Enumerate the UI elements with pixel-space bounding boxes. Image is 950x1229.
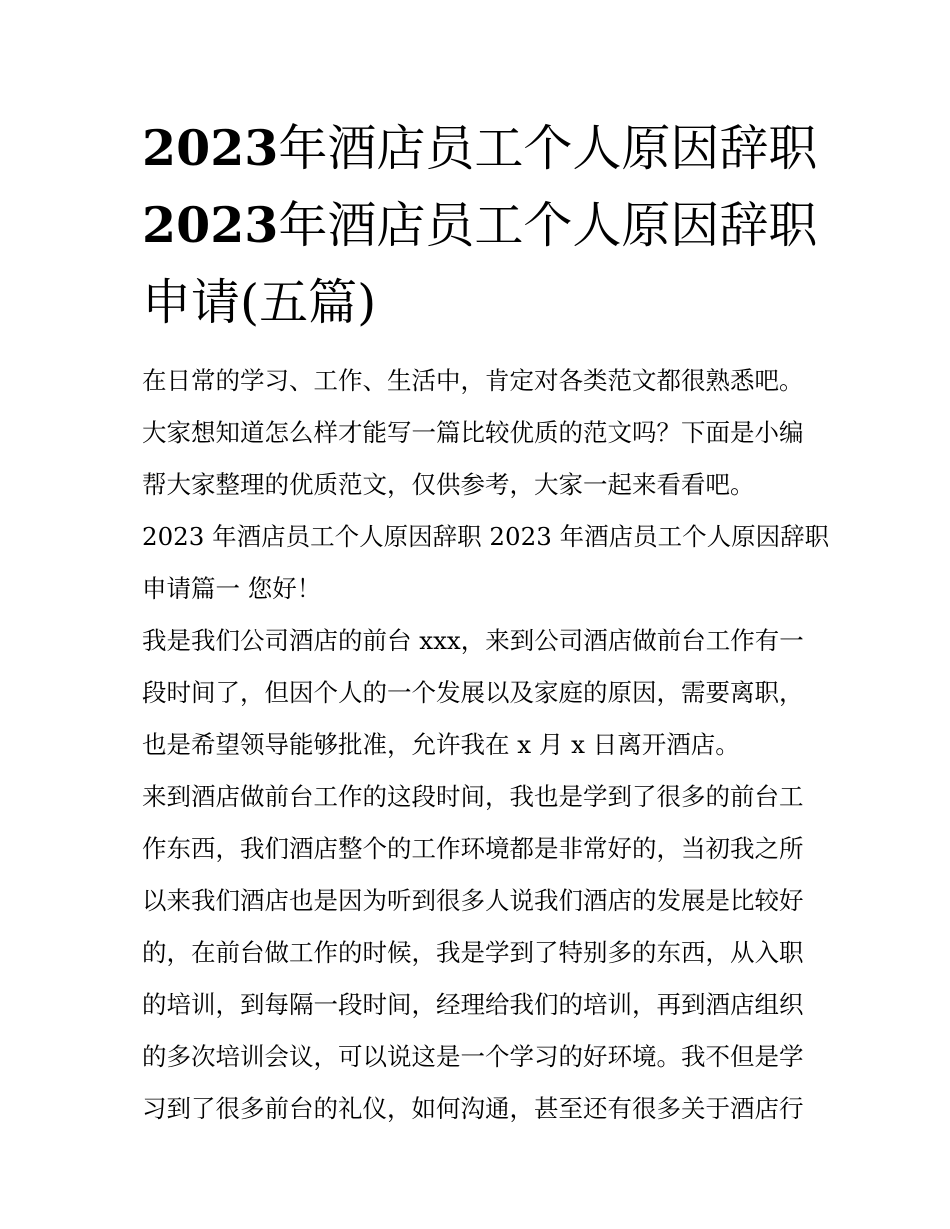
body-line: 作东西，我们酒店整个的工作环境都是非常好的，当初我之所 bbox=[142, 834, 804, 863]
title-year: 2023 bbox=[142, 196, 279, 254]
body-line: 也是希望领导能够批准，允许我在 x 月 x 日离开酒店。 bbox=[142, 730, 740, 759]
body-line: 段时间了，但因个人的一个发展以及家庭的原因，需要离职， bbox=[142, 678, 804, 707]
body-line: 的多次培训会议，可以说这是一个学习的好环境。我不但是学 bbox=[142, 1042, 804, 1071]
title-year: 2023 bbox=[142, 119, 279, 177]
title-text: 年酒店员工个人原因辞职 bbox=[278, 197, 818, 254]
body-line: 帮大家整理的优质范文，仅供参考，大家一起来看看吧。 bbox=[142, 470, 755, 499]
title-line-1 bbox=[142, 110, 822, 187]
body-line: 以来我们酒店也是因为听到很多人说我们酒店的发展是比较好 bbox=[142, 886, 804, 915]
title-line-2 bbox=[142, 187, 822, 264]
body-line: 来到酒店做前台工作的这段时间，我也是学到了很多的前台工 bbox=[142, 782, 804, 811]
title-text: 年酒店员工个人原因辞职 bbox=[278, 120, 818, 177]
body-line: 2023 年酒店员工个人原因辞职 2023 年酒店员工个人原因辞职 bbox=[142, 522, 830, 551]
body-text bbox=[142, 355, 830, 1135]
body-line: 习到了很多前台的礼仪，如何沟通，甚至还有很多关于酒店行 bbox=[142, 1094, 804, 1123]
title-text: 申请(五篇) bbox=[142, 274, 377, 331]
body-line: 我是我们公司酒店的前台 xxx，来到公司酒店做前台工作有一 bbox=[142, 626, 804, 655]
body-line: 的培训，到每隔一段时间，经理给我们的培训，再到酒店组织 bbox=[142, 990, 804, 1019]
body-line: 在日常的学习、工作、生活中，肯定对各类范文都很熟悉吧。 bbox=[142, 366, 804, 395]
title-line-3 bbox=[142, 264, 822, 341]
body-line: 申请篇一 您好！ bbox=[142, 574, 322, 603]
body-line: 的，在前台做工作的时候，我是学到了特别多的东西，从入职 bbox=[142, 938, 804, 967]
page-title bbox=[142, 110, 822, 341]
body-line: 大家想知道怎么样才能写一篇比较优质的范文吗？下面是小编 bbox=[142, 418, 804, 447]
